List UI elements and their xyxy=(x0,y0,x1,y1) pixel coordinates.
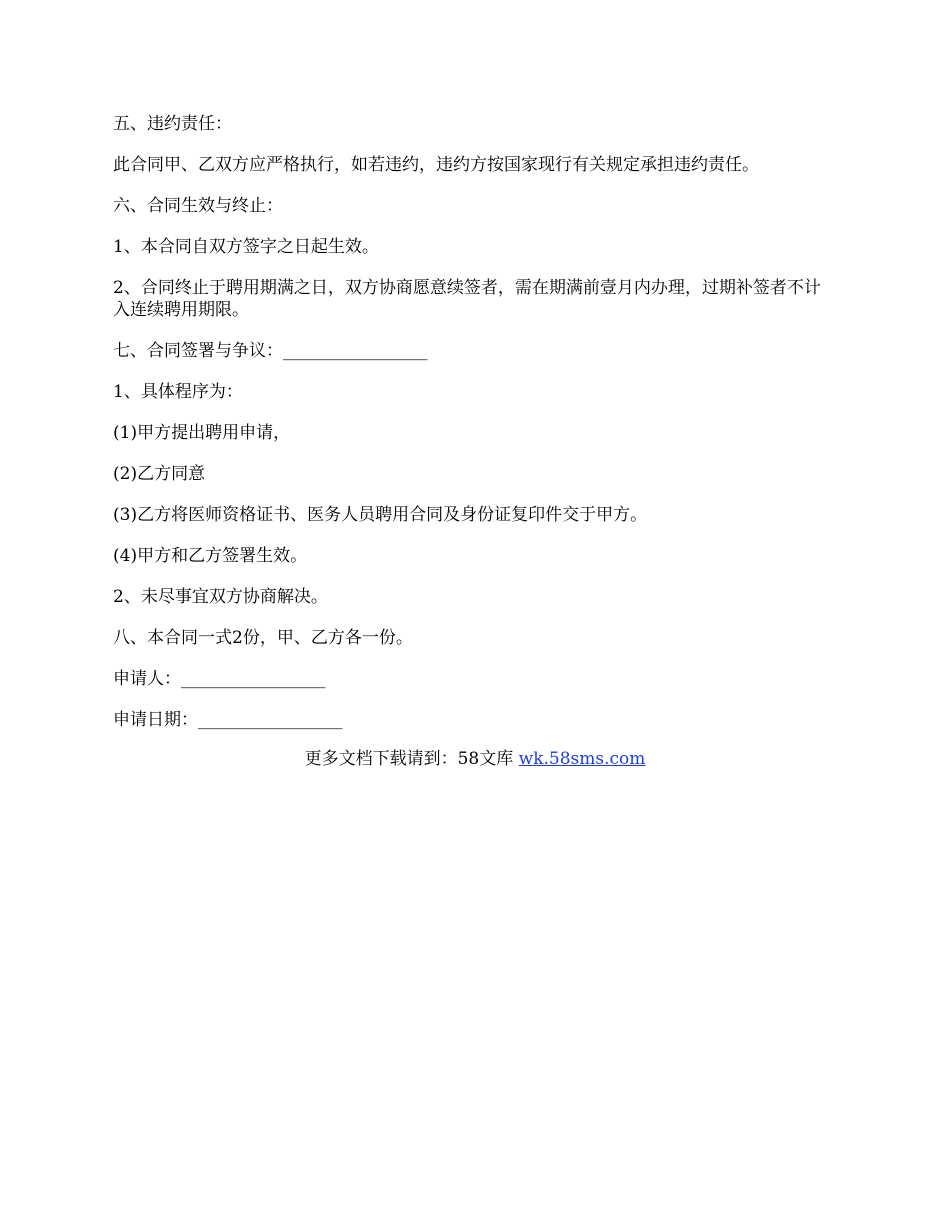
procedure-step-4: (4)甲方和乙方签署生效。 xyxy=(113,546,308,566)
effective-clause: 1、本合同自双方签字之日起生效。 xyxy=(113,237,379,257)
download-footer xyxy=(0,748,950,770)
procedure-step-1: (1)甲方提出聘用申请， xyxy=(113,423,291,443)
procedure-step-3: (3)乙方将医师资格证书、医务人员聘用合同及身份证复印件交于甲方。 xyxy=(113,505,648,525)
dispute-clause: 2、未尽事宜双方协商解决。 xyxy=(113,587,328,607)
document-body xyxy=(113,113,833,750)
section-seven-heading: 七、合同签署与争议：_________________ xyxy=(113,341,428,361)
termination-clause: 2、合同终止于聘用期满之日，双方协商愿意续签者，需在期满前壹月内办理，过期补签者不计入连续聘用期限。 xyxy=(113,278,821,320)
procedure-heading: 1、具体程序为： xyxy=(113,382,243,402)
applicant-line: 申请人：_________________ xyxy=(113,669,326,689)
application-date-line: 申请日期：_________________ xyxy=(113,710,343,730)
procedure-step-2: (2)乙方同意 xyxy=(113,464,206,484)
section-five-heading: 五、违约责任： xyxy=(113,114,232,134)
footer-site-link[interactable]: wk.58sms.com xyxy=(518,749,646,769)
section-eight-heading: 八、本合同一式2份，甲、乙方各一份。 xyxy=(113,628,413,648)
footer-prefix-text: 更多文档下载请到：58文库 xyxy=(304,749,514,769)
breach-clause: 此合同甲、乙双方应严格执行，如若违约，违约方按国家现行有关规定承担违约责任。 xyxy=(113,155,759,175)
section-six-heading: 六、合同生效与终止： xyxy=(113,196,283,216)
